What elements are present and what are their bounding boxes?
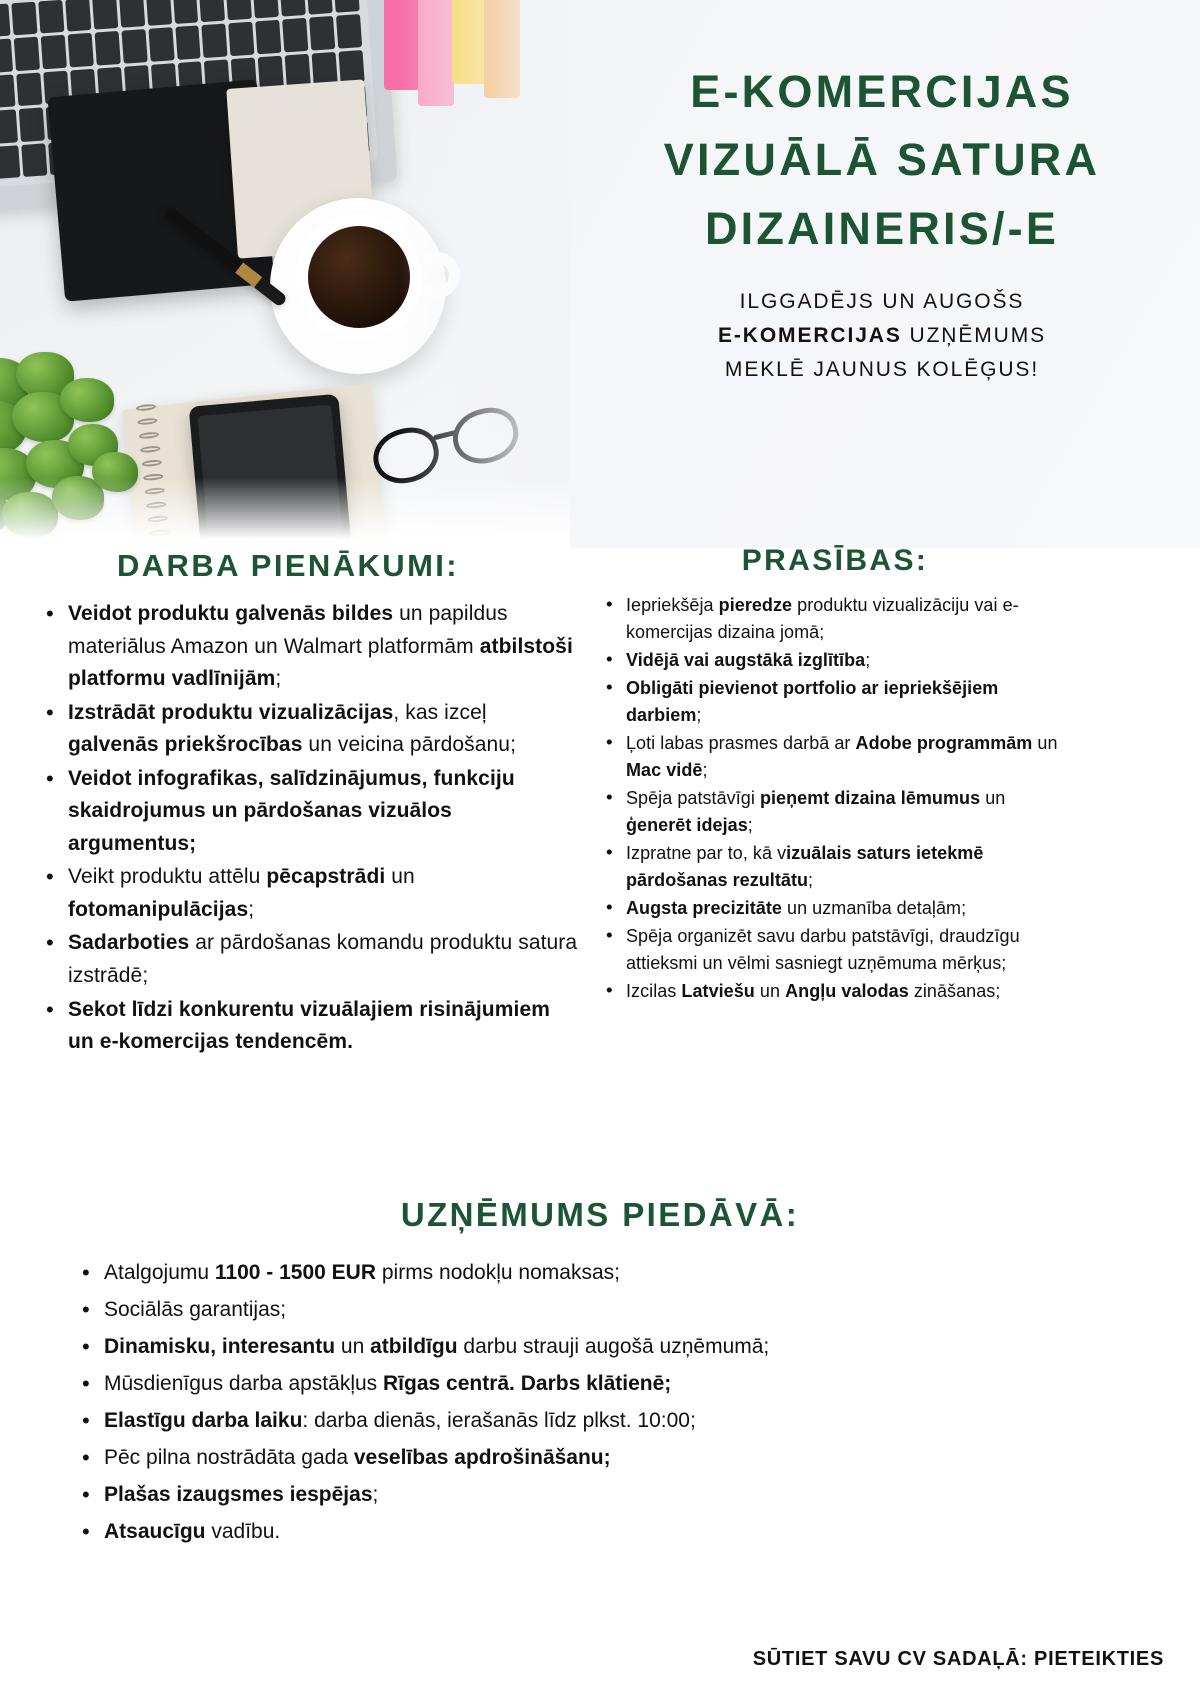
offer-list (78, 1256, 1200, 1549)
text-normal: ; (275, 667, 282, 691)
offer-section (0, 1196, 1200, 1552)
text-normal: , kas izceļ (393, 700, 487, 724)
text-normal: Spēja organizēt savu darbu patstāvīgi, draudzīgu attieksmi un vēlmi sasniegt uzņēmuma mērķus; (626, 926, 1020, 973)
text-normal: ; (865, 650, 871, 670)
text-normal: un (1032, 733, 1058, 753)
list-item (600, 840, 1070, 894)
list-item (38, 697, 578, 762)
text-normal: Izcilas (626, 981, 682, 1001)
text-bold: ģenerēt idejas (626, 815, 748, 835)
list-item (78, 1515, 1200, 1549)
text-bold: Plašas izaugsmes iespējas (104, 1483, 373, 1507)
text-bold: fotomanipulācijas (68, 897, 249, 921)
requirements-column (600, 544, 1070, 1006)
text-normal: ; (747, 815, 753, 835)
list-item (600, 647, 1070, 674)
hero-banner (0, 0, 1200, 548)
subtitle-company-rest: UZŅĒMUMS (901, 324, 1047, 348)
text-bold: pieredze (718, 595, 793, 615)
list-item (600, 895, 1070, 922)
text-normal: ; (696, 705, 702, 725)
list-item (600, 978, 1070, 1005)
list-item (78, 1478, 1200, 1512)
list-item (600, 923, 1070, 977)
text-bold: atbildīgu (370, 1335, 458, 1359)
list-item (78, 1441, 1200, 1475)
text-bold: Sadarboties (68, 931, 190, 955)
duties-list (38, 598, 578, 1059)
text-normal: ; (808, 870, 814, 890)
list-item (38, 994, 578, 1059)
text-bold: Sekot līdzi konkurentu vizuālajiem risinājumiem un e-komercijas tendencēm. (68, 997, 550, 1054)
photo-fade (400, 0, 570, 548)
text-normal: Izpratne par to, kā v (626, 843, 787, 863)
apply-cta[interactable]: SŪTIET SAVU CV SADAĻĀ: PIETEIKTIES (752, 1648, 1164, 1670)
text-bold: veselības apdrošināšanu; (353, 1446, 611, 1470)
text-normal: Iepriekšēja (626, 595, 719, 615)
text-bold: Atsaucīgu (104, 1520, 206, 1544)
text-bold: izuālais saturs ietekmē pārdošanas rezultātu (626, 843, 984, 890)
text-bold: Latviešu (681, 981, 755, 1001)
text-normal: produktu vizualizāciju vai e-komercijas dizaina jomā; (626, 595, 1019, 642)
subtitle-line-1: ILGGADĒJS UN AUGOŠS (739, 290, 1025, 314)
text-normal: Sociālās garantijas; (104, 1298, 287, 1322)
text-bold: Veidot infografikas, salīdzinājumus, funkciju skaidrojumus un pārdošanas vizuālos argumentus; (68, 766, 515, 855)
text-normal: ar pārdošanas komandu produktu satura izstrādē; (68, 931, 578, 988)
text-bold: Veidot produktu galvenās bildes (68, 602, 394, 625)
text-normal: Mūsdienīgus darba apstākļus (104, 1372, 383, 1396)
coffee-liquid (308, 226, 410, 328)
text-normal: Veikt produktu attēlu (68, 865, 267, 889)
text-bold: galvenās priekšrocības (68, 733, 303, 757)
text-normal: un veicina pārdošanu; (302, 733, 517, 757)
list-item (78, 1404, 1200, 1438)
list-item (38, 927, 578, 992)
header-text-block (602, 58, 1162, 387)
list-item (600, 592, 1070, 646)
duties-column (38, 548, 578, 1060)
text-normal: ; (372, 1483, 379, 1507)
desk-photo (0, 0, 570, 548)
text-normal: un (385, 865, 415, 889)
text-bold: Adobe programmām (855, 733, 1033, 753)
text-bold: Dinamisku, interesantu (104, 1335, 336, 1359)
subtitle-line-3: MEKLĒ JAUNUS KOLĒĢUS! (724, 358, 1040, 382)
requirements-list (600, 592, 1070, 1005)
text-normal: Atalgojumu (104, 1261, 215, 1284)
text-normal: zināšanas; (908, 981, 1001, 1001)
subtitle-line-2 (602, 319, 1162, 353)
text-bold: Angļu valodas (785, 981, 909, 1001)
text-bold: Obligāti pievienot portfolio ar iepriekšējiem darbiem (626, 678, 999, 725)
text-normal: un uzmanība detaļām; (781, 898, 967, 918)
list-item (38, 598, 578, 696)
text-bold: Elastīgu darba laiku (104, 1409, 303, 1433)
text-bold: 1100 - 1500 EUR (214, 1261, 377, 1284)
list-item (600, 675, 1070, 729)
requirements-heading: PRASĪBAS: (741, 544, 929, 577)
text-normal: vadību. (205, 1520, 281, 1544)
hero-bottom-fade (0, 478, 570, 548)
text-normal: un (980, 788, 1006, 808)
subtitle-company-bold: E-KOMERCIJAS (717, 324, 902, 348)
text-normal: Ļoti labas prasmes darbā ar (626, 733, 856, 753)
list-item (78, 1293, 1200, 1327)
list-item (600, 785, 1070, 839)
text-normal: un (754, 981, 786, 1001)
text-normal: darbu strauji augošā uzņēmumā; (457, 1335, 770, 1359)
list-item (78, 1256, 1200, 1290)
text-bold: pieņemt dizaina lēmumus (759, 788, 981, 808)
text-bold: Augsta precizitāte (626, 898, 782, 918)
text-normal: ; (702, 760, 708, 780)
list-item (38, 763, 578, 861)
list-item (78, 1330, 1200, 1364)
text-normal: pirms nodokļu nomaksas; (376, 1261, 620, 1284)
text-normal: : darba dienās, ierašanās līdz plkst. 10:00; (302, 1409, 696, 1433)
text-bold: atbilstoši platformu vadlīnijām (68, 634, 573, 691)
list-item (600, 730, 1070, 784)
text-normal: un papildus materiālus Amazon un Walmart platformām (68, 602, 508, 658)
text-bold: pēcapstrādi (266, 865, 386, 889)
text-bold: Izstrādāt produktu vizualizācijas (68, 700, 394, 724)
duties-heading: DARBA PIENĀKUMI: (116, 548, 460, 583)
text-bold: Mac vidē (626, 760, 703, 780)
page-title: E-KOMERCIJAS VIZUĀLĀ SATURA DIZAINERIS/-E (663, 66, 1101, 254)
text-normal: un (335, 1335, 371, 1359)
list-item (38, 861, 578, 926)
offer-heading: UZŅĒMUMS PIEDĀVĀ: (400, 1196, 800, 1233)
page-subtitle (602, 285, 1162, 387)
text-normal: ; (248, 897, 255, 921)
text-bold: Vidējā vai augstākā izglītība (626, 650, 866, 670)
list-item (78, 1367, 1200, 1401)
text-bold: Rīgas centrā. Darbs klātienē; (383, 1372, 672, 1396)
text-normal: Spēja patstāvīgi (626, 788, 760, 808)
text-normal: Pēc pilna nostrādāta gada (104, 1446, 354, 1470)
